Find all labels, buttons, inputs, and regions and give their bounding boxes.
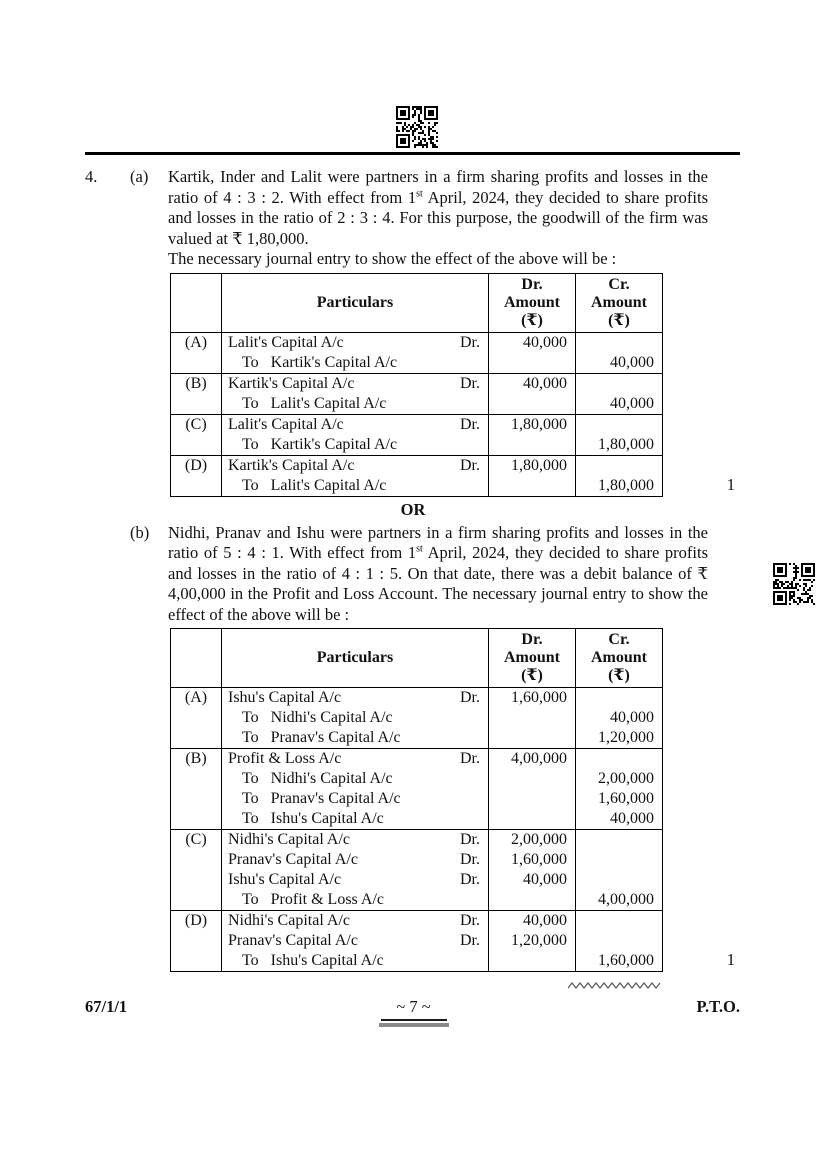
option-label: (B) xyxy=(171,373,222,414)
journal-table-b xyxy=(170,628,663,972)
journal-line xyxy=(222,456,488,476)
header-line: (₹) xyxy=(521,311,543,329)
journal-particulars-cell xyxy=(222,476,489,497)
dr-amount-cell xyxy=(489,890,576,911)
journal-row xyxy=(171,951,663,972)
journal-particulars-cell xyxy=(222,911,489,932)
journal-line xyxy=(222,374,488,394)
account-name: Lalit's Capital A/c xyxy=(228,415,344,433)
journal-line xyxy=(222,789,488,809)
account-name: To Nidhi's Capital A/c xyxy=(242,709,393,726)
journal-particulars-cell xyxy=(222,870,489,890)
dr-suffix: Dr. xyxy=(460,912,480,929)
account-name: To Lalit's Capital A/c xyxy=(242,476,387,494)
question-number: 4. xyxy=(85,167,98,186)
option-label: (B) xyxy=(171,749,222,830)
part-a-text-2: April, 2024, they decided to share profits and losses in the ratio of 2 : 3 : 4. For this purpose, the goodwill of the firm was valued at ₹ 1,80,000. xyxy=(168,187,708,248)
account-name: To Profit & Loss A/c xyxy=(242,891,384,908)
page-content xyxy=(85,167,745,972)
journal-row xyxy=(171,749,663,770)
cr-amount-cell xyxy=(576,931,663,951)
option-label: (A) xyxy=(171,332,222,373)
journal-particulars-cell xyxy=(222,850,489,870)
dr-amount-cell: 1,80,000 xyxy=(489,455,576,476)
part-a-text-1: Kartik, Inder and Lalit were partners in a firm sharing profits and losses in the ratio of 4 : 3 : 2. With effect from 1 xyxy=(168,167,708,207)
journal-line xyxy=(222,476,488,496)
cr-amount-cell: 1,80,000 xyxy=(576,476,663,497)
cr-amount-cell xyxy=(576,911,663,932)
journal-line xyxy=(222,870,488,890)
cr-amount-cell xyxy=(576,688,663,709)
part-b-text xyxy=(168,523,708,626)
journal-row xyxy=(171,931,663,951)
journal-particulars-cell xyxy=(222,455,489,476)
header-line: (₹) xyxy=(608,667,630,684)
header-line: Amount xyxy=(590,293,647,311)
dr-amount-cell: 1,80,000 xyxy=(489,414,576,435)
cr-amount-cell: 1,80,000 xyxy=(576,435,663,456)
journal-particulars-cell xyxy=(222,373,489,394)
journal-particulars-cell xyxy=(222,435,489,456)
question-4-part-b xyxy=(85,523,745,973)
option-column-header xyxy=(171,273,222,332)
cr-amount-cell xyxy=(576,830,663,851)
journal-row xyxy=(171,830,663,851)
page-number-rule-2 xyxy=(379,1023,449,1027)
dr-amount-cell xyxy=(489,769,576,789)
journal-row xyxy=(171,890,663,911)
dr-amount-cell xyxy=(489,789,576,809)
cr-amount-cell: 1,60,000 xyxy=(576,789,663,809)
journal-table-a xyxy=(170,273,663,497)
dr-amount-cell: 1,60,000 xyxy=(489,688,576,709)
qr-code-top-icon xyxy=(396,106,438,153)
journal-line xyxy=(222,415,488,435)
journal-particulars-cell xyxy=(222,414,489,435)
header-line: (₹) xyxy=(521,667,543,684)
table-header-row xyxy=(171,273,663,332)
journal-row xyxy=(171,809,663,830)
wavy-line xyxy=(568,980,664,990)
dr-amount-cell xyxy=(489,708,576,728)
dr-suffix: Dr. xyxy=(460,374,480,392)
part-a-label: (a) xyxy=(130,167,149,186)
part-a-text xyxy=(168,167,708,249)
account-name: Pranav's Capital A/c xyxy=(228,851,358,868)
cr-amount-cell: 2,00,000 xyxy=(576,769,663,789)
account-name: Kartik's Capital A/c xyxy=(228,374,355,392)
dr-suffix: Dr. xyxy=(460,689,480,706)
journal-line xyxy=(222,850,488,870)
journal-line xyxy=(222,809,488,829)
account-name: Kartik's Capital A/c xyxy=(228,456,355,474)
journal-row xyxy=(171,394,663,415)
journal-line xyxy=(222,708,488,728)
journal-row xyxy=(171,789,663,809)
header-line: (₹) xyxy=(608,311,630,329)
journal-line xyxy=(222,931,488,951)
question-4-part-a xyxy=(85,167,745,523)
dr-amount-cell xyxy=(489,476,576,497)
journal-particulars-cell xyxy=(222,353,489,374)
dr-suffix: Dr. xyxy=(460,871,480,888)
journal-particulars-cell xyxy=(222,931,489,951)
option-label: (C) xyxy=(171,830,222,911)
cr-amount-cell: 40,000 xyxy=(576,809,663,830)
journal-line xyxy=(222,333,488,353)
header-line: Cr. xyxy=(608,275,630,293)
header-line: Amount xyxy=(503,293,560,311)
paper-code: 67/1/1 xyxy=(85,997,128,1016)
dr-amount-cell xyxy=(489,353,576,374)
dr-amount-cell: 40,000 xyxy=(489,870,576,890)
cr-amount-cell: 4,00,000 xyxy=(576,890,663,911)
journal-row xyxy=(171,708,663,728)
option-label: (D) xyxy=(171,911,222,972)
account-name: To Ishu's Capital A/c xyxy=(242,952,384,969)
journal-particulars-cell xyxy=(222,769,489,789)
journal-row xyxy=(171,688,663,709)
journal-particulars-cell xyxy=(222,789,489,809)
journal-row xyxy=(171,728,663,749)
dr-suffix: Dr. xyxy=(460,932,480,949)
journal-row xyxy=(171,911,663,932)
cr-amount-cell: 40,000 xyxy=(576,708,663,728)
journal-line xyxy=(222,830,488,850)
dr-amount-cell: 40,000 xyxy=(489,911,576,932)
header-line: Dr. xyxy=(521,275,543,293)
account-name: To Ishu's Capital A/c xyxy=(242,810,384,827)
account-name: To Lalit's Capital A/c xyxy=(242,394,387,412)
journal-particulars-cell xyxy=(222,749,489,770)
journal-particulars-cell xyxy=(222,332,489,353)
journal-row xyxy=(171,435,663,456)
marks-a: 1 xyxy=(726,474,735,494)
header-line: Amount xyxy=(503,649,560,666)
cr-amount-cell xyxy=(576,455,663,476)
header-line: Cr. xyxy=(608,631,630,648)
journal-row xyxy=(171,455,663,476)
particulars-column-header: Particulars xyxy=(222,273,489,332)
journal-line xyxy=(222,394,488,414)
dr-amount-cell: 2,00,000 xyxy=(489,830,576,851)
journal-row xyxy=(171,850,663,870)
journal-table-a-wrap xyxy=(170,273,735,497)
part-b-body xyxy=(168,522,735,973)
journal-particulars-cell xyxy=(222,890,489,911)
journal-particulars-cell xyxy=(222,688,489,709)
top-rule xyxy=(85,152,740,155)
account-name: To Pranav's Capital A/c xyxy=(242,729,401,746)
option-label: (D) xyxy=(171,455,222,496)
journal-table-b-wrap xyxy=(170,628,735,972)
journal-particulars-cell xyxy=(222,809,489,830)
dr-suffix: Dr. xyxy=(460,831,480,848)
cr-amount-cell xyxy=(576,373,663,394)
journal-line xyxy=(222,688,488,708)
header-line: Amount xyxy=(590,649,647,666)
account-name: Lalit's Capital A/c xyxy=(228,333,344,351)
part-b-label: (b) xyxy=(130,522,150,542)
journal-row xyxy=(171,373,663,394)
journal-particulars-cell xyxy=(222,728,489,749)
journal-line xyxy=(222,769,488,789)
ordinal-superscript: st xyxy=(416,188,423,199)
option-column-header xyxy=(171,629,222,688)
journal-line xyxy=(222,435,488,455)
journal-row xyxy=(171,414,663,435)
journal-row xyxy=(171,870,663,890)
cr-amount-cell xyxy=(576,870,663,890)
journal-row xyxy=(171,769,663,789)
dr-amount-cell xyxy=(489,809,576,830)
ordinal-superscript: st xyxy=(416,543,423,555)
part-a-intro: The necessary journal entry to show the effect of the above will be : xyxy=(168,249,617,268)
dr-amount-cell xyxy=(489,435,576,456)
cr-amount-cell: 40,000 xyxy=(576,394,663,415)
part-b-text-2: April, 2024, they decided to share profits and losses in the ratio of 4 : 1 : 5. On that date, there was a debit balance of ₹ 4,00,000 in the Profit and Loss Account. The necessary journal entry to show the effect of the above will be : xyxy=(168,543,708,624)
cr-amount-cell: 1,60,000 xyxy=(576,951,663,972)
dr-amount-column-header xyxy=(489,273,576,332)
cr-amount-cell: 1,20,000 xyxy=(576,728,663,749)
dr-amount-cell: 40,000 xyxy=(489,332,576,353)
particulars-column-header: Particulars xyxy=(222,629,489,688)
page-number-rule-1 xyxy=(381,1019,447,1021)
account-name: To Nidhi's Capital A/c xyxy=(242,770,393,787)
account-name: Nidhi's Capital A/c xyxy=(228,831,350,848)
account-name: Ishu's Capital A/c xyxy=(228,871,342,888)
journal-particulars-cell xyxy=(222,708,489,728)
cr-amount-cell xyxy=(576,414,663,435)
journal-row xyxy=(171,476,663,497)
dr-suffix: Dr. xyxy=(460,333,480,351)
dr-amount-cell: 40,000 xyxy=(489,373,576,394)
journal-particulars-cell xyxy=(222,394,489,415)
option-label: (A) xyxy=(171,688,222,749)
qr-code-right-icon xyxy=(773,563,815,610)
dr-amount-cell xyxy=(489,728,576,749)
marks-b: 1 xyxy=(726,950,735,969)
journal-row xyxy=(171,353,663,374)
page-number: ~ 7 ~ xyxy=(396,997,431,1016)
part-b-text-1: Nidhi, Pranav and Ishu were partners in a firm sharing profits and losses in the ratio of 5 : 4 : 1. With effect from 1 xyxy=(168,522,708,562)
account-name: Profit & Loss A/c xyxy=(228,750,342,767)
dr-suffix: Dr. xyxy=(460,456,480,474)
account-name: To Kartik's Capital A/c xyxy=(242,353,398,371)
account-name: Ishu's Capital A/c xyxy=(228,689,342,706)
cr-amount-cell xyxy=(576,332,663,353)
cr-amount-column-header xyxy=(576,273,663,332)
journal-line xyxy=(222,911,488,931)
journal-line xyxy=(222,890,488,910)
journal-line xyxy=(222,749,488,769)
cr-amount-column-header xyxy=(576,629,663,688)
dr-amount-cell xyxy=(489,394,576,415)
part-a-body xyxy=(168,167,735,523)
dr-amount-cell: 4,00,000 xyxy=(489,749,576,770)
header-line: Dr. xyxy=(521,631,543,648)
account-name: Pranav's Capital A/c xyxy=(228,932,358,949)
journal-line xyxy=(222,728,488,748)
journal-particulars-cell xyxy=(222,951,489,972)
journal-row xyxy=(171,332,663,353)
journal-line xyxy=(222,951,488,971)
dr-suffix: Dr. xyxy=(460,750,480,767)
option-label: (C) xyxy=(171,414,222,455)
or-separator: OR xyxy=(400,499,426,519)
journal-line xyxy=(222,353,488,373)
cr-amount-cell xyxy=(576,749,663,770)
dr-amount-column-header xyxy=(489,629,576,688)
cr-amount-cell xyxy=(576,850,663,870)
dr-amount-cell: 1,60,000 xyxy=(489,850,576,870)
cr-amount-cell: 40,000 xyxy=(576,353,663,374)
journal-particulars-cell xyxy=(222,830,489,851)
pto-label: P.T.O. xyxy=(696,997,740,1016)
dr-suffix: Dr. xyxy=(460,851,480,868)
dr-amount-cell: 1,20,000 xyxy=(489,931,576,951)
dr-suffix: Dr. xyxy=(460,415,480,433)
account-name: To Pranav's Capital A/c xyxy=(242,790,401,807)
account-name: To Kartik's Capital A/c xyxy=(242,435,398,453)
dr-amount-cell xyxy=(489,951,576,972)
account-name: Nidhi's Capital A/c xyxy=(228,912,350,929)
table-header-row xyxy=(171,629,663,688)
